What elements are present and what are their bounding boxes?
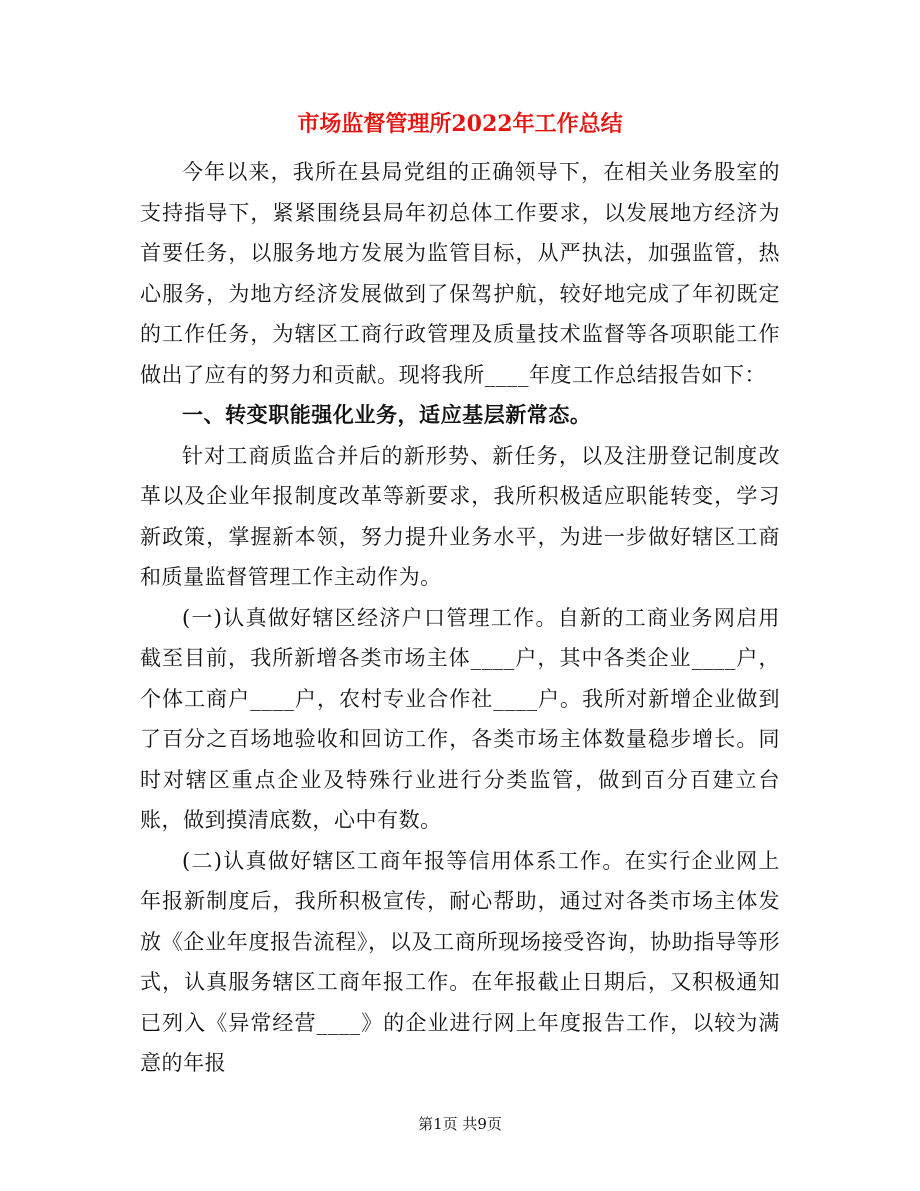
document-title: 市场监督管理所2022年工作总结 [297,111,623,137]
paragraph-section-1: 针对工商质监合并后的新形势、新任务，以及注册登记制度改革以及企业年报制度改革等新要求，我所积极适应职能转变，学习新政策，掌握新本领，努力提升业务水平，为进一步做好辖区工商和质量监督管理工作主动作为。 [140,443,780,589]
paragraph-item-2: (二)认真做好辖区工商年报等信用体系工作。在实行企业网上年报新制度后，我所积极宣传，耐心帮助，通过对各类市场主体发放《企业年度报告流程》，以及工商所现场接受咨询，协助指导等形式，认真服务辖区工商年报工作。在年报截止日期后，又积极通知已列入《异常经营____》的企业进行网上年度报告工作，以较为满意的年报 [140,848,780,1075]
paragraph-item-1: (一)认真做好辖区经济户口管理工作。自新的工商业务网启用截至目前，我所新增各类市场主体____户，其中各类企业____户，个体工商户____户，农村专业合作社____户。我所对新增企业做到了百分之百场地验收和回访工作，各类市场主体数量稳步增长。同时对辖区重点企业及特殊行业进行分类监管，做到百分百建立台账，做到摸清底数，心中有数。 [140,605,780,832]
page-number: 第1页 共9页 [418,1115,502,1133]
paragraph-intro: 今年以来，我所在县局党组的正确领导下，在相关业务股室的支持指导下，紧紧围绕县局年初总体工作要求，以发展地方经济为首要任务，以服务地方发展为监管目标，从严执法，加强监管，热心服务，为地方经济发展做到了保驾护航，较好地完成了年初既定的工作任务，为辖区工商行政管理及质量技术监督等各项职能工作做出了应有的努力和贡献。现将我所____年度工作总结报告如下： [140,160,780,387]
document-body [140,152,780,1084]
section-heading-1: 一、转变职能强化业务，适应基层新常态。 [182,402,592,427]
